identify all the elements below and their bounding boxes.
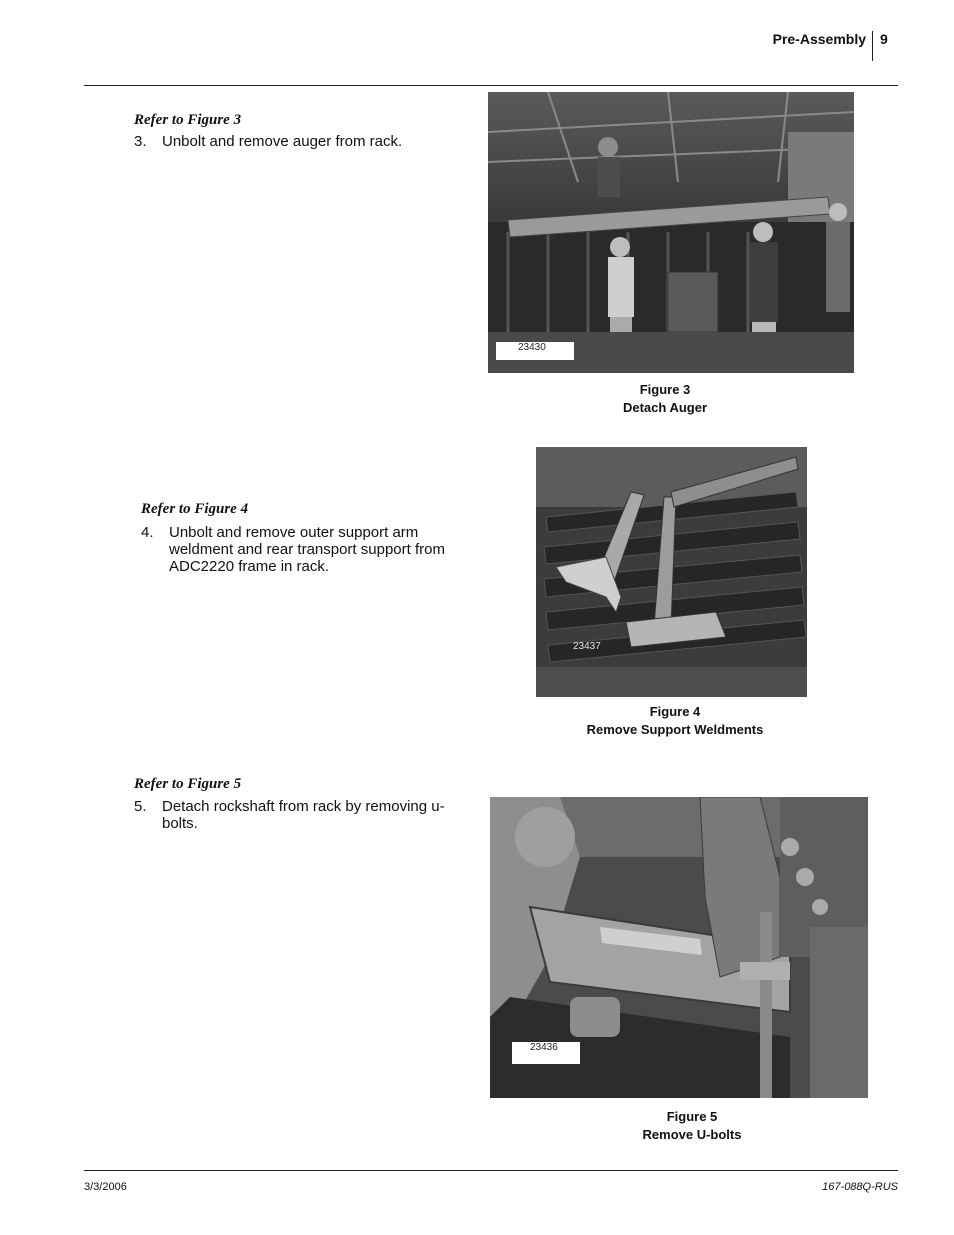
- header-rule: [84, 85, 898, 86]
- caption-title: Remove Support Weldments: [586, 722, 764, 737]
- step-3: [134, 133, 464, 153]
- refer-figure-5: Refer to Figure 5: [134, 776, 242, 792]
- caption-title: Remove U-bolts: [642, 1127, 742, 1142]
- header-separator: [872, 31, 873, 61]
- figure-3-photo: [488, 92, 854, 373]
- header-section-title: Pre-Assembly: [772, 31, 866, 47]
- step-number: 3.: [134, 133, 147, 150]
- figure-5-photo: [490, 797, 868, 1098]
- figure-image-id: 23436: [512, 1042, 580, 1064]
- step-number: 4.: [141, 524, 154, 541]
- figure-4-photo: [536, 447, 807, 697]
- step-5: [134, 798, 464, 836]
- step-text-line: bolts.: [162, 815, 198, 832]
- footer-doc-number: 167-088Q-RUS: [822, 1181, 898, 1193]
- caption-title: Detach Auger: [622, 400, 708, 415]
- caption-number: Figure 3: [639, 382, 691, 397]
- step-number: 5.: [134, 798, 147, 815]
- step-4: [141, 524, 471, 580]
- figure-image-id: 23430: [496, 342, 574, 360]
- figure-4-caption: [536, 703, 814, 739]
- step-text-line: ADC2220 frame in rack.: [169, 558, 330, 575]
- page-number: 9: [880, 31, 888, 47]
- step-text-line: Unbolt and remove auger from rack.: [162, 133, 403, 150]
- step-text-line: Detach rockshaft from rack by removing u-: [162, 798, 445, 815]
- caption-number: Figure 5: [666, 1109, 718, 1124]
- caption-number: Figure 4: [649, 704, 701, 719]
- step-text-line: Unbolt and remove outer support arm: [169, 524, 419, 541]
- figure-5-caption: [490, 1108, 894, 1144]
- figure-image-id: 23437: [573, 641, 601, 652]
- footer-rule: [84, 1170, 898, 1171]
- refer-figure-4: Refer to Figure 4: [141, 501, 249, 517]
- refer-figure-3: Refer to Figure 3: [134, 112, 242, 128]
- footer-date: 3/3/2006: [84, 1181, 127, 1193]
- figure-3-caption: [488, 381, 842, 417]
- step-text-line: weldment and rear transport support from: [169, 541, 445, 558]
